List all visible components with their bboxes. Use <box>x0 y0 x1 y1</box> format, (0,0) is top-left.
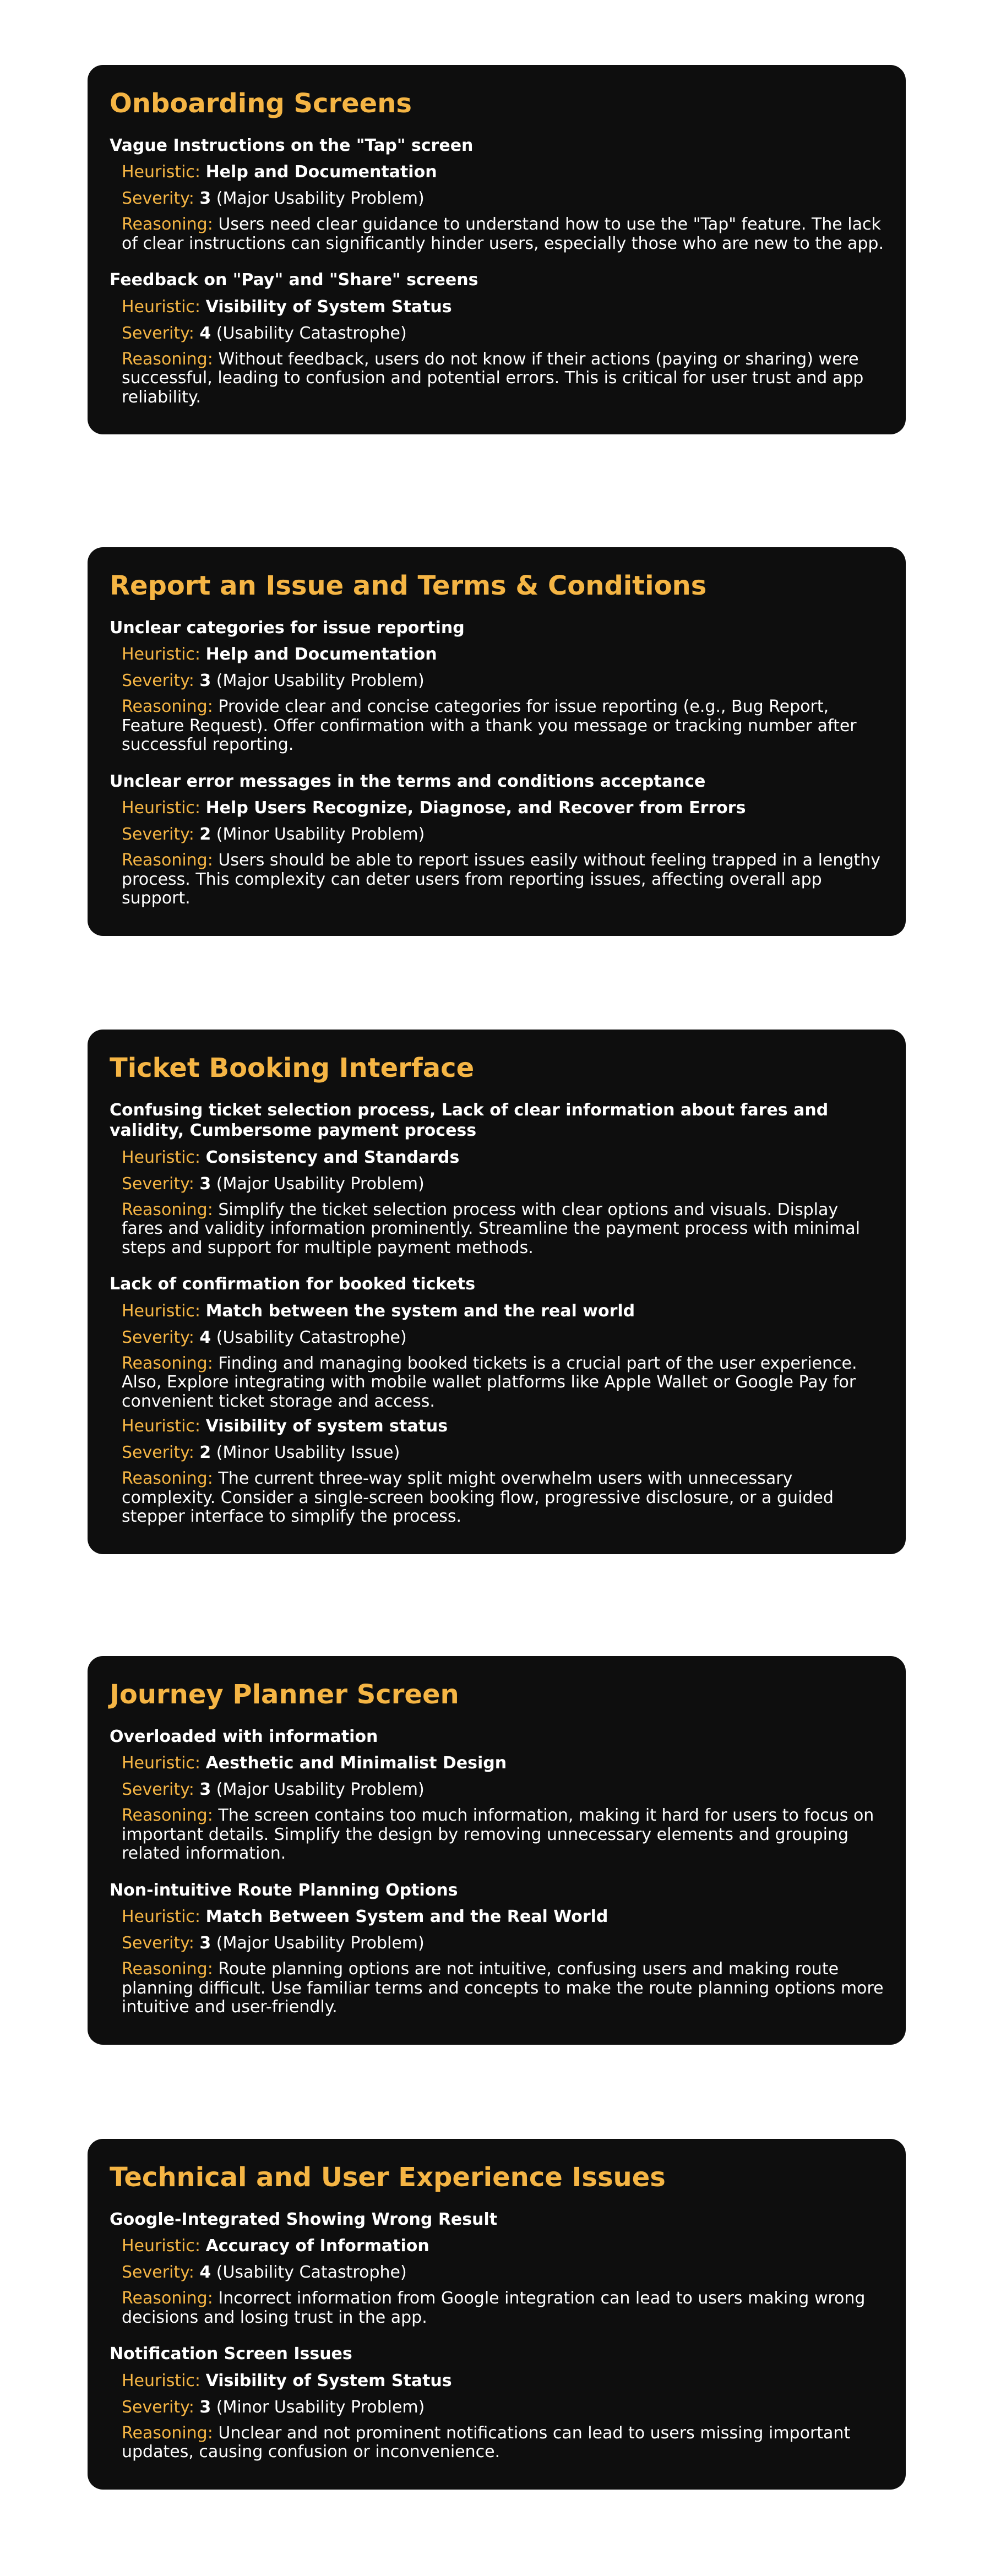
heuristic-value: Consistency and Standards <box>205 1147 460 1167</box>
heuristic-label: Heuristic: <box>122 798 206 818</box>
heuristic-row <box>122 1753 884 1773</box>
severity-value: 3 <box>199 1780 211 1800</box>
heuristic-row <box>122 1907 884 1927</box>
severity-description: (Usability Catastrophe) <box>211 323 407 343</box>
section-title: Journey Planner Screen <box>110 1679 459 1710</box>
evaluation <box>110 2371 884 2462</box>
section-card-journey-planner <box>88 1656 906 2045</box>
severity-description: (Major Usability Problem) <box>211 1174 425 1194</box>
issue-block <box>110 1274 884 1527</box>
evaluation <box>110 1753 884 1864</box>
severity-description: (Minor Usability Issue) <box>211 1443 400 1463</box>
issue-title: Unclear categories for issue reporting <box>110 618 465 638</box>
severity-description: (Major Usability Problem) <box>211 1780 425 1800</box>
evaluation <box>110 1417 884 1527</box>
reasoning-row <box>122 851 884 908</box>
reasoning-label: Reasoning: <box>122 2423 219 2443</box>
issue-block <box>110 1100 884 1258</box>
heuristic-row <box>122 1148 884 1168</box>
evaluation <box>110 645 884 755</box>
severity-description: (Minor Usability Problem) <box>211 2397 425 2417</box>
heuristic-value: Visibility of system status <box>205 1417 448 1436</box>
reasoning-text: Finding and managing booked tickets is a crucial part of the user experience. Also, Explore integrating with mobile wallet platforms like Apple Wallet or Google Pay for convenient ticket storage and access. <box>122 1353 857 1411</box>
severity-label: Severity: <box>122 1934 200 1953</box>
section-title: Ticket Booking Interface <box>110 1053 475 1083</box>
reasoning-text: Unclear and not prominent notifications can lead to users missing important updates, causing confusion or inconvenience. <box>122 2423 851 2462</box>
evaluation <box>110 162 884 253</box>
severity-row <box>122 324 884 344</box>
reasoning-text: Users need clear guidance to understand how to use the "Tap" feature. The lack of clear instructions can significantly hinder users, especially those who are new to the app. <box>122 215 884 253</box>
severity-value: 3 <box>199 1174 211 1194</box>
heuristic-value: Aesthetic and Minimalist Design <box>205 1753 507 1773</box>
reasoning-row <box>122 698 884 755</box>
heuristic-label: Heuristic: <box>122 1301 206 1321</box>
evaluation <box>110 1148 884 1258</box>
issue-block <box>110 1880 884 2017</box>
reasoning-label: Reasoning: <box>122 1200 219 1219</box>
severity-description: (Major Usability Problem) <box>211 671 425 691</box>
reasoning-row <box>122 1354 884 1412</box>
issue-title: Notification Screen Issues <box>110 2344 352 2364</box>
evaluation <box>110 1907 884 2017</box>
heuristic-label: Heuristic: <box>122 645 206 665</box>
reasoning-text: Without feedback, users do not know if their actions (paying or sharing) were successful, leading to confusion and potential errors. This is critical for user trust and app reliability. <box>122 349 864 407</box>
heuristic-value: Visibility of System Status <box>205 2371 452 2390</box>
reasoning-label: Reasoning: <box>122 215 219 235</box>
severity-row <box>122 1780 884 1800</box>
reasoning-text: The screen contains too much information, making it hard for users to focus on important details. Simplify the design by removing unnecessary elements and grouping related information. <box>122 1806 874 1864</box>
reasoning-row <box>122 350 884 407</box>
issue-title: Google-Integrated Showing Wrong Result <box>110 2209 498 2229</box>
issue-title: Vague Instructions on the "Tap" screen <box>110 135 474 155</box>
severity-label: Severity: <box>122 1780 200 1800</box>
reasoning-label: Reasoning: <box>122 697 219 717</box>
section-card-ticket-booking <box>88 1030 906 1554</box>
severity-row <box>122 2398 884 2417</box>
severity-label: Severity: <box>122 1327 200 1347</box>
severity-description: (Major Usability Problem) <box>211 1934 425 1953</box>
heuristic-row <box>122 1417 884 1436</box>
reasoning-text: Users should be able to report issues easily without feeling trapped in a lengthy process. This complexity can deter users from reporting issues, affecting overall app support. <box>122 851 880 908</box>
heuristic-label: Heuristic: <box>122 1417 206 1436</box>
heuristic-label: Heuristic: <box>122 2371 206 2390</box>
severity-row <box>122 671 884 691</box>
evaluation <box>110 297 884 407</box>
heuristic-label: Heuristic: <box>122 1147 206 1167</box>
heuristic-value: Help and Documentation <box>205 645 437 665</box>
reasoning-text: Route planning options are not intuitive, confusing users and making route planning difficult. Use familiar terms and concepts to make the route planning options more intuitive and user-friendly. <box>122 1959 884 2017</box>
reasoning-label: Reasoning: <box>122 1959 219 1979</box>
reasoning-row <box>122 1806 884 1864</box>
reasoning-text: Simplify the ticket selection process with clear options and visuals. Display fares and validity information prominently. Streamline the payment process with minimal steps and support for multiple payment methods. <box>122 1200 860 1257</box>
heuristic-value: Accuracy of Information <box>205 2236 429 2256</box>
issue-title: Non-intuitive Route Planning Options <box>110 1880 458 1900</box>
severity-description: (Usability Catastrophe) <box>211 2263 407 2283</box>
severity-row <box>122 2263 884 2283</box>
heuristic-row <box>122 798 884 818</box>
heuristic-row <box>122 645 884 665</box>
reasoning-label: Reasoning: <box>122 2289 219 2308</box>
reasoning-label: Reasoning: <box>122 851 219 870</box>
section-card-technical-ux <box>88 2139 906 2490</box>
issue-block <box>110 618 884 755</box>
reasoning-text: Incorrect information from Google integration can lead to users making wrong decisions and losing trust in the app. <box>122 2289 866 2327</box>
heuristic-label: Heuristic: <box>122 297 206 317</box>
issue-title: Lack of confirmation for booked tickets <box>110 1275 476 1294</box>
issue-block <box>110 1727 884 1864</box>
issue-title: Overloaded with information <box>110 1727 378 1746</box>
severity-value: 3 <box>199 2397 211 2417</box>
issue-block <box>110 135 884 254</box>
severity-label: Severity: <box>122 189 200 209</box>
severity-row <box>122 1443 884 1463</box>
severity-description: (Minor Usability Problem) <box>211 825 425 845</box>
severity-row <box>122 1328 884 1348</box>
section-title: Technical and User Experience Issues <box>110 2162 666 2193</box>
issue-title: Unclear error messages in the terms and conditions acceptance <box>110 771 706 791</box>
heuristic-label: Heuristic: <box>122 2236 206 2256</box>
reasoning-label: Reasoning: <box>122 1469 219 1489</box>
reasoning-label: Reasoning: <box>122 1353 219 1373</box>
issue-block <box>110 771 884 908</box>
heuristic-value: Match between the system and the real world <box>205 1301 635 1321</box>
heuristic-value: Help and Documentation <box>205 162 437 182</box>
heuristic-row <box>122 2236 884 2256</box>
severity-label: Severity: <box>122 2263 200 2283</box>
reasoning-text: The current three-way split might overwhelm users with unnecessary complexity. Consider a single-screen booking flow, progressive disclosure, or a guided stepper interface to simplify the process. <box>122 1469 834 1527</box>
issue-title: Feedback on "Pay" and "Share" screens <box>110 270 478 290</box>
severity-value: 2 <box>199 825 211 845</box>
issue-title: Confusing ticket selection process, Lack of clear information about fares and validity, Cumbersome payment process <box>110 1100 829 1141</box>
reasoning-label: Reasoning: <box>122 349 219 369</box>
severity-label: Severity: <box>122 671 200 691</box>
severity-row <box>122 189 884 209</box>
heuristic-row <box>122 162 884 182</box>
heuristic-label: Heuristic: <box>122 162 206 182</box>
section-title: Report an Issue and Terms & Conditions <box>110 570 707 601</box>
heuristic-label: Heuristic: <box>122 1907 206 1927</box>
severity-label: Severity: <box>122 1174 200 1194</box>
issue-block <box>110 270 884 407</box>
reasoning-text: Provide clear and concise categories for issue reporting (e.g., Bug Report, Feature Request). Offer confirmation with a thank you message or tracking number after successful reporting. <box>122 697 857 755</box>
severity-value: 4 <box>199 2263 211 2283</box>
severity-value: 3 <box>199 189 211 209</box>
evaluation <box>110 2236 884 2327</box>
severity-row <box>122 825 884 845</box>
severity-description: (Major Usability Problem) <box>211 189 425 209</box>
evaluation <box>110 798 884 908</box>
section-card-onboarding <box>88 65 906 434</box>
heuristic-row <box>122 297 884 317</box>
severity-value: 3 <box>199 1934 211 1953</box>
reasoning-row <box>122 1960 884 2017</box>
reasoning-row <box>122 2424 884 2462</box>
severity-label: Severity: <box>122 2397 200 2417</box>
section-card-report-issue <box>88 547 906 936</box>
severity-row <box>122 1174 884 1194</box>
evaluation <box>110 1301 884 1412</box>
severity-description: (Usability Catastrophe) <box>211 1327 407 1347</box>
section-title: Onboarding Screens <box>110 88 412 119</box>
severity-label: Severity: <box>122 323 200 343</box>
severity-value: 4 <box>199 1327 211 1347</box>
reasoning-row <box>122 2289 884 2327</box>
reasoning-row <box>122 215 884 253</box>
severity-row <box>122 1934 884 1953</box>
heuristic-row <box>122 1301 884 1321</box>
severity-value: 2 <box>199 1443 211 1463</box>
issue-block <box>110 2209 884 2328</box>
severity-value: 3 <box>199 671 211 691</box>
reasoning-row <box>122 1469 884 1527</box>
reasoning-label: Reasoning: <box>122 1806 219 1826</box>
severity-label: Severity: <box>122 1443 200 1463</box>
heuristic-label: Heuristic: <box>122 1753 206 1773</box>
heuristic-value: Visibility of System Status <box>205 297 452 317</box>
severity-label: Severity: <box>122 825 200 845</box>
heuristic-row <box>122 2371 884 2391</box>
heuristic-value: Match Between System and the Real World <box>205 1907 608 1927</box>
reasoning-row <box>122 1201 884 1258</box>
issue-block <box>110 2344 884 2462</box>
severity-value: 4 <box>199 323 211 343</box>
heuristic-value: Help Users Recognize, Diagnose, and Recover from Errors <box>205 798 746 818</box>
